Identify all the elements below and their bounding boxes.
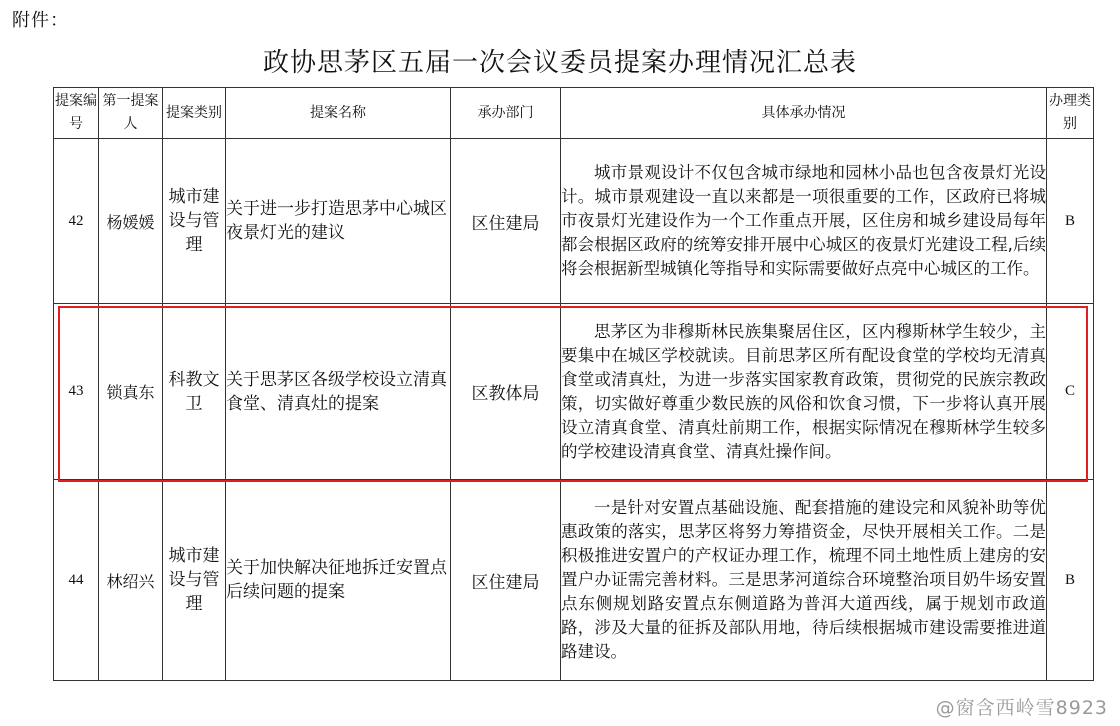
table-row <box>54 304 1094 480</box>
row-no: 42 <box>54 139 99 304</box>
table-header-row <box>54 88 1094 139</box>
row-detail-text: 一是针对安置点基础设施、配套措施的建设完和风貌补助等优惠政策的落实，思茅区将努力筹措资金，尽快开展相关工作。二是积极推进安置户的产权证办理工作，梳理不同土地性质上建房的安置户办证需完善材料。三是思茅河道综合环境整治项目奶牛场安置点东侧规划路安置点东侧道路为普洱大道西线，属于规划市政道路，涉及大量的征拆及部队用地，待后续根据城市建设需要推进道路建设。 <box>561 498 1046 661</box>
row-detail-text: 思茅区为非穆斯林民族集聚居住区，区内穆斯林学生较少，主要集中在城区学校就读。目前思茅区所有配设食堂的学校均无清真食堂或清真灶，为进一步落实国家教育政策，贯彻党的民族宗教政策，切实做好尊重少数民族的风俗和饮食习惯，下一步将认真开展设立清真食堂、清真灶前期工作，根据实际情况在穆斯林学生较多的学校建设清真食堂、清真灶操作间。 <box>561 321 1046 461</box>
attachment-label: 附件： <box>12 10 69 31</box>
row-detail-text: 城市景观设计不仅包含城市绿地和园林小品也包含夜景灯光设计。城市景观建设一直以来都是一项很重要的工作，区政府已将城市夜景灯光建设作为一个工作重点开展，区住房和城乡建设局每年都会根据区政府的统筹安排开展中心城区的夜景灯光建设工程,后续将会根据新型城镇化等指导和实际需要做好点亮中心城区的工作。 <box>561 163 1046 278</box>
row-proposer: 杨媛媛 <box>99 139 163 304</box>
row-category: 城市建设与管理 <box>163 139 226 304</box>
header-dept: 承办部门 <box>451 88 561 139</box>
header-grade: 办理类别 <box>1047 88 1094 139</box>
table-row <box>54 480 1094 681</box>
row-dept: 区住建局 <box>451 480 561 681</box>
header-detail: 具体承办情况 <box>561 88 1047 139</box>
table-row <box>54 139 1094 304</box>
row-proposer: 林绍兴 <box>99 480 163 681</box>
row-dept: 区住建局 <box>451 139 561 304</box>
header-name: 提案名称 <box>226 88 451 139</box>
row-grade: C <box>1047 304 1094 480</box>
row-proposal-name: 关于进一步打造思茅中心城区夜景灯光的建议 <box>226 139 451 304</box>
header-proposer: 第一提案人 <box>99 88 163 139</box>
row-detail <box>561 139 1047 304</box>
row-category: 城市建设与管理 <box>163 480 226 681</box>
watermark: @窗含西岭雪8923 <box>935 697 1108 719</box>
row-proposer: 锁真东 <box>99 304 163 480</box>
row-grade: B <box>1047 139 1094 304</box>
row-detail <box>561 480 1047 681</box>
row-grade: B <box>1047 480 1094 681</box>
row-proposal-name: 关于思茅区各级学校设立清真食堂、清真灶的提案 <box>226 304 451 480</box>
page-title: 政协思茅区五届一次会议委员提案办理情况汇总表 <box>262 48 857 78</box>
row-proposal-name: 关于加快解决征地拆迁安置点后续问题的提案 <box>226 480 451 681</box>
row-no: 43 <box>54 304 99 480</box>
row-dept: 区教体局 <box>451 304 561 480</box>
row-no: 44 <box>54 480 99 681</box>
row-detail <box>561 304 1047 480</box>
header-no: 提案编号 <box>54 88 99 139</box>
header-category: 提案类别 <box>163 88 226 139</box>
row-category: 科教文卫 <box>163 304 226 480</box>
proposal-table <box>53 87 1094 681</box>
